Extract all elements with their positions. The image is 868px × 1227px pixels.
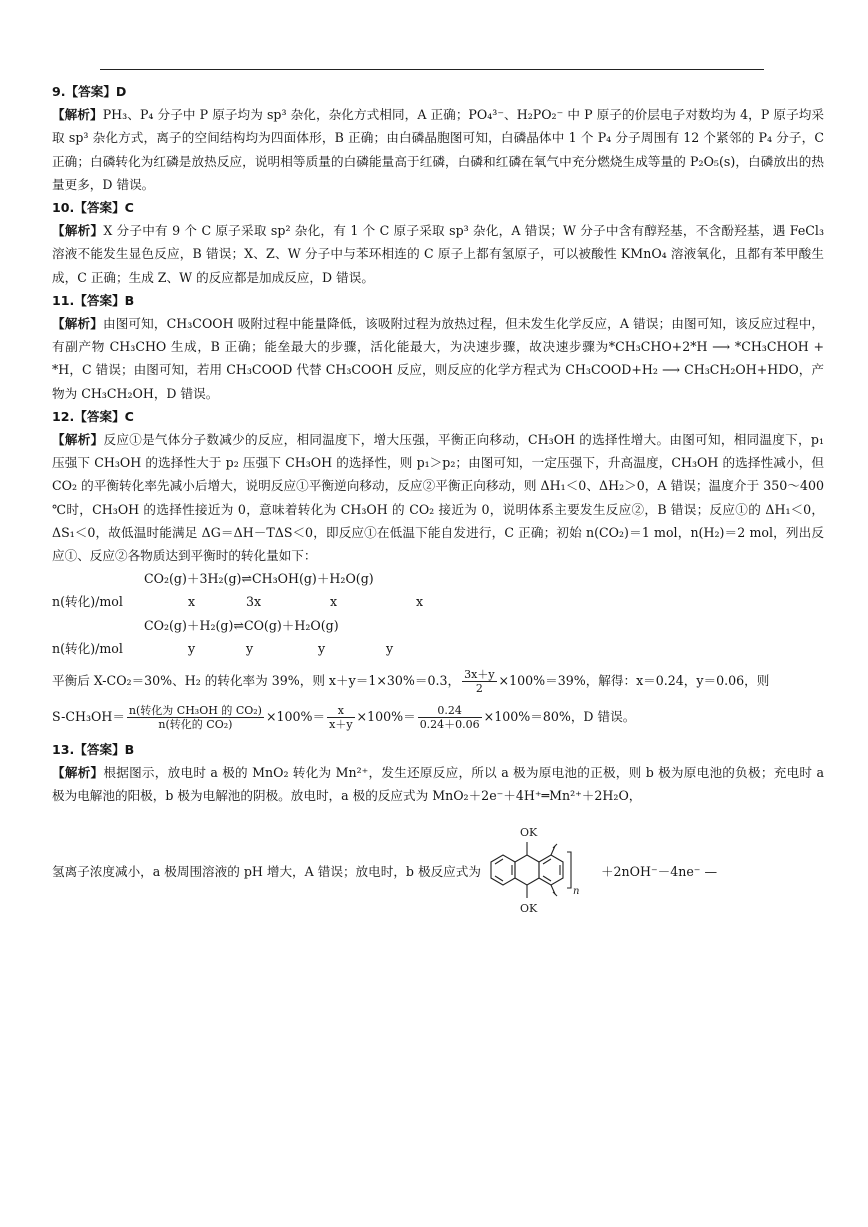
analysis-label: 【解析】 xyxy=(52,107,103,123)
denominator: x＋y xyxy=(329,718,353,732)
analysis-paragraph xyxy=(52,103,824,196)
answer-heading: 11.【答案】B xyxy=(52,292,135,308)
fraction xyxy=(327,704,354,731)
question-10 xyxy=(52,196,824,289)
oxygen-bottom-label: OK xyxy=(519,901,538,915)
formula-text: ×100%＝ xyxy=(265,709,326,725)
row-value: y xyxy=(386,640,394,656)
header-rule xyxy=(100,69,764,70)
answer-heading: 13.【答案】B xyxy=(52,742,135,758)
row-value: x xyxy=(188,594,196,610)
denominator: 2 xyxy=(475,682,483,696)
reaction-equation-2: CO₂(g)＋H₂(g)⇌CO(g)＋H₂O(g) xyxy=(144,617,339,633)
answer-heading: 9.【答案】D xyxy=(52,84,127,99)
selectivity-formula xyxy=(52,702,824,732)
row-value: x xyxy=(330,594,338,610)
analysis-label: 【解析】 xyxy=(52,316,103,332)
polymer-structure-diagram xyxy=(485,820,597,924)
fraction xyxy=(127,704,264,731)
reaction-equation-1: CO₂(g)＋3H₂(g)⇌CH₃OH(g)＋H₂O(g) xyxy=(144,571,374,587)
conversion-row-2 xyxy=(52,637,824,660)
row-label: n(转化)/mol xyxy=(52,640,123,656)
numerator: 0.24 xyxy=(418,704,482,718)
analysis-paragraph xyxy=(52,312,824,405)
formula-label: S-CH₃OH＝ xyxy=(52,709,125,725)
calculation-line xyxy=(52,666,824,696)
analysis-paragraph xyxy=(52,219,824,289)
calc-text: 平衡后 X-CO₂＝30%、H₂ 的转化率为 39%，则 x＋y＝1×30%＝0.3， xyxy=(52,673,461,689)
numerator: 3x＋y xyxy=(464,668,495,682)
denominator: 0.24＋0.06 xyxy=(419,718,480,732)
answer-document xyxy=(52,80,824,926)
analysis-paragraph xyxy=(52,761,824,807)
answer-heading: 12.【答案】C xyxy=(52,408,134,424)
analysis-label: 【解析】 xyxy=(52,765,104,781)
analysis-text: 由图可知，CH₃COOH 吸附过程中能量降低，该吸附过程为放热过程，但未发生化学反应，A 错误；由图可知，该反应过程中，有副产物 CH₃CHO 生成，B 正确；能垒最大的步骤，活化能最大，为决速步骤，故决速步骤为*CH₃CHO+2*H ⟶ *CH₃CHOH + *H，C 错误；由图可知，若用 CH₃COOD 代替 CH₃COOH 反应，则反应的化学方程式为 CH₃COOD+H₂ ⟶ CH₃CH₂OH+HDO，产物为 CH₃CH₂OH，D 错误。 xyxy=(52,316,824,401)
formula-text: ×100%＝80%，D 错误。 xyxy=(483,709,636,725)
answer-heading: 10.【答案】C xyxy=(52,200,134,216)
electrode-reaction-line xyxy=(52,818,824,926)
denominator: n(转化的 CO₂) xyxy=(158,718,233,732)
analysis-label: 【解析】 xyxy=(52,432,104,448)
analysis-text: 氢离子浓度减小，a 极周围溶液的 pH 增大，A 错误；放电时，b 极反应式为 xyxy=(52,864,481,880)
row-value: 3x xyxy=(246,594,262,610)
analysis-text: ＋2nOH⁻－4ne⁻ — xyxy=(600,864,718,880)
analysis-text: 根据图示，放电时 a 极的 MnO₂ 转化为 Mn²⁺，发生还原反应，所以 a 极为原电池的正极，则 b 极为原电池的负极；充电时 a 极为电解池的阳极，b 极为电解池的阴极。放电时，a 极的反应式为 MnO₂＋2e⁻＋4H⁺═Mn²⁺＋2H₂O， xyxy=(52,765,824,804)
analysis-text: PH₃、P₄ 分子中 P 原子均为 sp³ 杂化，杂化方式相同，A 正确；PO₄³⁻、H₂PO₂⁻ 中 P 原子的价层电子对数均为 4，P 原子均采取 sp³ 杂化方式，离子的空间结构均为四面体形，B 正确；由白磷晶胞图可知，白磷晶体中 1 个 P₄ 分子周围有 12 个紧邻的 P₄ 分子，C 正确；白磷转化为红磷是放热反应，说明相等质量的白磷能量高于红磷，白磷和红磷在氧气中充分燃烧生成等量的 P₂O₅(s)，白磷放出的热量更多，D 错误。 xyxy=(52,107,825,192)
numerator: n(转化为 CH₃OH 的 CO₂) xyxy=(128,704,262,718)
analysis-text: X 分子中有 9 个 C 原子采取 sp² 杂化，有 1 个 C 原子采取 sp³ 杂化，A 错误；W 分子中含有醇羟基，不含酚羟基，遇 FeCl₃ 溶液不能发生显色反应，B 错误；X、Z、W 分子中与苯环相连的 C 原子上都有氢原子，可以被酸性 KMnO₄ 溶液氧化，且都有苯甲酸生成，C 正确；生成 Z、W 的反应都是加成反应，D 错误。 xyxy=(52,223,825,285)
calc-text: ×100%＝39%，解得：x＝0.24，y＝0.06，则 xyxy=(498,673,770,689)
analysis-text: 反应①是气体分子数减少的反应，相同温度下，增大压强，平衡正向移动，CH₃OH 的选择性增大。由图可知，相同温度下，p₁ 压强下 CH₃OH 的选择性大于 p₂ 压强下 CH₃OH 的选择性，则 p₁＞p₂；由图可知，一定压强下，升高温度，CH₃OH 的选择性减小，但 CO₂ 的平衡转化率先减小后增大，说明反应①平衡逆向移动，反应②平衡正向移动，则 ΔH₁＜0、ΔH₂＞0，A 错误；温度介于 350～400 ℃时，CH₃OH 的选择性接近为 0，意味着转化为 CH₃OH 的 CO₂ 接近为 0，说明体系主要发生反应②，B 错误；反应①的 ΔH₁＜0，ΔS₁＜0，故低温时能满足 ΔG＝ΔH－TΔS＜0，即反应①在低温下能自发进行，C 正确；初始 n(CO₂)＝1 mol，n(H₂)＝2 mol，列出反应①、反应②各物质达到平衡时的转化量如下： xyxy=(52,432,824,564)
question-12 xyxy=(52,405,824,732)
conversion-row-1 xyxy=(52,590,824,613)
row-value: x xyxy=(416,594,424,610)
fraction xyxy=(418,704,482,731)
oxygen-top-label: OK xyxy=(519,825,538,839)
row-value: y xyxy=(188,640,196,656)
row-value: y xyxy=(246,640,254,656)
formula-text: ×100%＝ xyxy=(356,709,416,725)
row-value: y xyxy=(318,640,326,656)
repeat-unit-label: n xyxy=(572,885,580,897)
fraction xyxy=(462,668,496,695)
question-13 xyxy=(52,738,824,926)
question-11 xyxy=(52,289,824,405)
row-label: n(转化)/mol xyxy=(52,594,123,610)
analysis-paragraph xyxy=(52,428,824,567)
analysis-label: 【解析】 xyxy=(52,223,104,239)
question-9 xyxy=(52,80,824,196)
numerator: x xyxy=(327,704,354,718)
